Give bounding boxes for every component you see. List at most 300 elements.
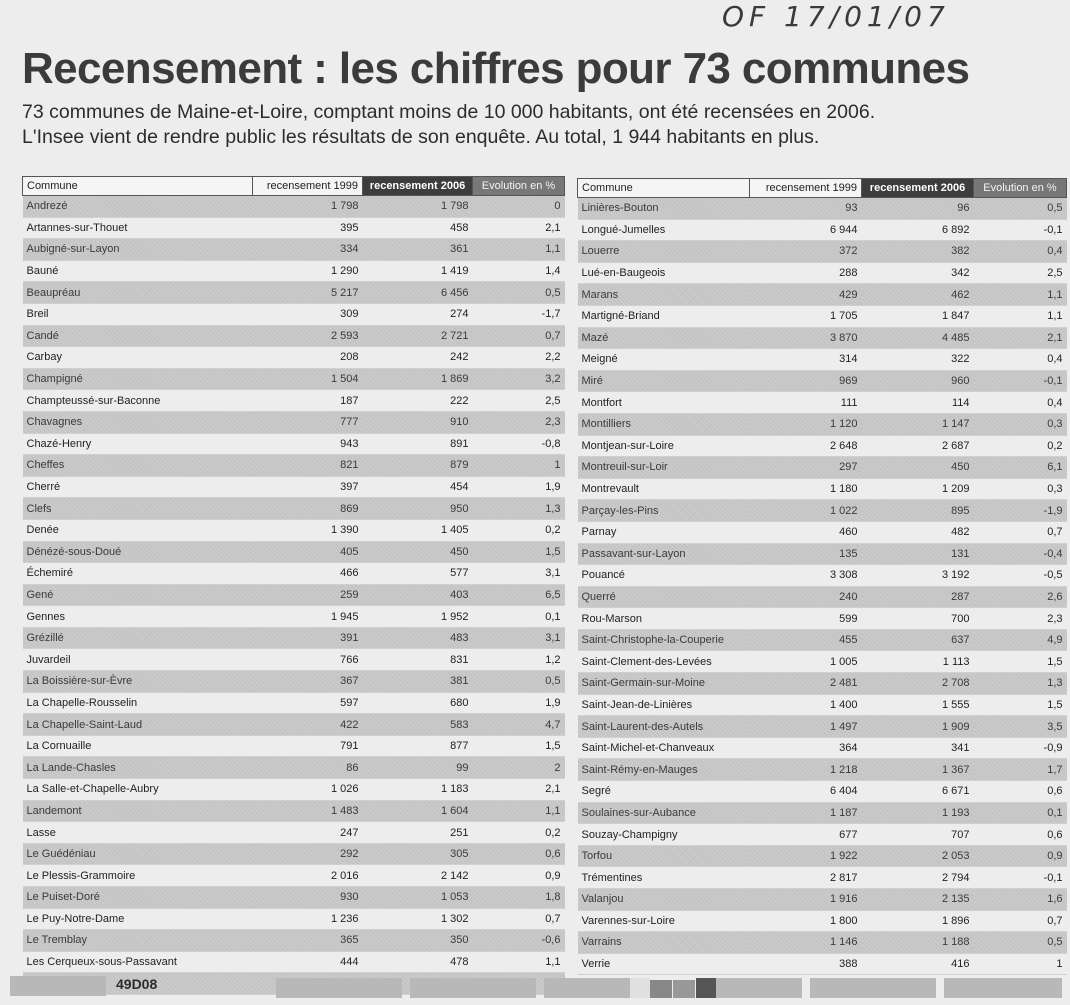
census-1999-cell: 1 916: [750, 889, 862, 911]
commune-cell: Pouancé: [578, 565, 750, 587]
census-1999-cell: 1 800: [750, 910, 862, 932]
census-2006-cell: 877: [363, 735, 473, 757]
article-title: Recensement : les chiffres pour 73 communes: [22, 44, 970, 93]
census-1999-cell: 309: [253, 303, 363, 325]
census-1999-cell: 1 187: [750, 802, 862, 824]
table-header-row: [578, 179, 1067, 198]
census-2006-cell: 4 485: [862, 327, 974, 349]
table-row: [23, 303, 565, 325]
evolution-cell: 2,5: [473, 390, 565, 412]
census-2006-cell: 1 147: [862, 413, 974, 435]
census-1999-cell: 821: [253, 455, 363, 477]
evolution-cell: 2,1: [473, 779, 565, 801]
evolution-cell: 1,5: [974, 694, 1067, 716]
census-2006-cell: 482: [862, 521, 974, 543]
census-2006-cell: 242: [363, 347, 473, 369]
table-row: [578, 219, 1067, 241]
evolution-cell: -0,1: [974, 219, 1067, 241]
evolution-cell: 0,4: [974, 241, 1067, 263]
evolution-cell: 2,6: [974, 586, 1067, 608]
header-census-2006: recensement 2006: [363, 177, 473, 196]
census-1999-cell: 422: [253, 714, 363, 736]
census-2006-cell: 1 896: [862, 910, 974, 932]
census-2006-cell: 1 555: [862, 694, 974, 716]
evolution-cell: 0,7: [974, 910, 1067, 932]
table-row: [578, 284, 1067, 306]
census-1999-cell: 240: [750, 586, 862, 608]
census-2006-cell: 1 604: [363, 800, 473, 822]
commune-cell: Candé: [23, 325, 253, 347]
table-row: [578, 781, 1067, 803]
commune-cell: Le Puiset-Doré: [23, 887, 253, 909]
commune-cell: Verrie: [578, 953, 750, 975]
header-census-1999: recensement 1999: [750, 179, 862, 198]
commune-cell: Dénézé-sous-Doué: [23, 541, 253, 563]
census-1999-cell: 766: [253, 649, 363, 671]
census-1999-cell: 314: [750, 349, 862, 371]
evolution-cell: 6,1: [974, 457, 1067, 479]
evolution-cell: 3,1: [473, 563, 565, 585]
evolution-cell: 2,1: [974, 327, 1067, 349]
commune-cell: Gené: [23, 584, 253, 606]
table-row: [578, 586, 1067, 608]
table-row: [578, 521, 1067, 543]
commune-cell: Le Tremblay: [23, 930, 253, 952]
census-2006-cell: 96: [862, 198, 974, 220]
census-2006-cell: 910: [363, 411, 473, 433]
evolution-cell: 3,2: [473, 368, 565, 390]
census-2006-cell: 416: [862, 953, 974, 975]
evolution-cell: 1,5: [473, 735, 565, 757]
table-row: [23, 563, 565, 585]
evolution-cell: 0,4: [974, 349, 1067, 371]
evolution-cell: 1,8: [473, 887, 565, 909]
commune-cell: Longué-Jumelles: [578, 219, 750, 241]
table-row: [23, 649, 565, 671]
census-1999-cell: 1 022: [750, 500, 862, 522]
commune-cell: Miré: [578, 370, 750, 392]
census-1999-cell: 444: [253, 951, 363, 973]
census-1999-cell: 3 308: [750, 565, 862, 587]
evolution-cell: 0,6: [473, 843, 565, 865]
evolution-cell: 3,5: [974, 716, 1067, 738]
footer-color-block: [630, 978, 650, 998]
census-1999-cell: 1 390: [253, 519, 363, 541]
header-census-2006: recensement 2006: [862, 179, 974, 198]
commune-cell: Cheffes: [23, 455, 253, 477]
table-row: [578, 262, 1067, 284]
evolution-cell: 1,7: [974, 759, 1067, 781]
table-header-row: [23, 177, 565, 196]
evolution-cell: -0,4: [974, 543, 1067, 565]
census-2006-cell: 637: [862, 629, 974, 651]
commune-cell: Andrezé: [23, 196, 253, 218]
evolution-cell: 0,2: [974, 435, 1067, 457]
census-1999-cell: 1 922: [750, 845, 862, 867]
table-row: [23, 455, 565, 477]
census-2006-cell: 1 113: [862, 651, 974, 673]
table-row: [23, 347, 565, 369]
commune-cell: La Boissière-sur-Èvre: [23, 671, 253, 693]
table-row: [23, 196, 565, 218]
table-row: [578, 953, 1067, 975]
table-row: [23, 757, 565, 779]
header-commune: Commune: [578, 179, 750, 198]
evolution-cell: 0,6: [974, 781, 1067, 803]
table-row: [578, 651, 1067, 673]
census-1999-cell: 1 180: [750, 478, 862, 500]
commune-cell: Breil: [23, 303, 253, 325]
commune-cell: Denée: [23, 519, 253, 541]
commune-cell: Parnay: [578, 521, 750, 543]
footer-bar: [276, 978, 402, 998]
evolution-cell: -1,7: [473, 303, 565, 325]
commune-cell: Gennes: [23, 606, 253, 628]
table-row: [578, 500, 1067, 522]
census-2006-cell: 2 135: [862, 889, 974, 911]
table-row: [23, 476, 565, 498]
census-1999-cell: 6 404: [750, 781, 862, 803]
table-row: [23, 692, 565, 714]
census-table-left: [22, 176, 565, 995]
census-1999-cell: 1 290: [253, 260, 363, 282]
commune-cell: Linières-Bouton: [578, 198, 750, 220]
census-2006-cell: 274: [363, 303, 473, 325]
census-1999-cell: 1 218: [750, 759, 862, 781]
evolution-cell: 2,1: [473, 217, 565, 239]
census-2006-cell: 1 183: [363, 779, 473, 801]
census-2006-cell: 879: [363, 455, 473, 477]
census-2006-cell: 131: [862, 543, 974, 565]
evolution-cell: 0,7: [974, 521, 1067, 543]
commune-cell: Champteussé-sur-Baconne: [23, 390, 253, 412]
table-row: [23, 951, 565, 973]
handwritten-date-note: OF 17/01/07: [722, 0, 950, 33]
table-row: [578, 435, 1067, 457]
table-row: [578, 932, 1067, 954]
census-2006-cell: 1 798: [363, 196, 473, 218]
table-row: [23, 325, 565, 347]
census-2006-cell: 2 687: [862, 435, 974, 457]
commune-cell: Clefs: [23, 498, 253, 520]
evolution-cell: 2: [473, 757, 565, 779]
table-row: [23, 282, 565, 304]
census-1999-cell: 187: [253, 390, 363, 412]
commune-cell: Le Plessis-Grammoire: [23, 865, 253, 887]
evolution-cell: 0,7: [473, 325, 565, 347]
commune-cell: Saint-Germain-sur-Moine: [578, 673, 750, 695]
footer-bar: [810, 978, 936, 998]
lead-line-1: 73 communes de Maine-et-Loire, comptant moins de 10 000 habitants, ont été recensées en 2006.: [22, 101, 876, 123]
evolution-cell: 2,2: [473, 347, 565, 369]
evolution-cell: 4,7: [473, 714, 565, 736]
census-2006-cell: 361: [363, 239, 473, 261]
footer-color-block: [673, 980, 695, 998]
commune-cell: Grézillé: [23, 627, 253, 649]
census-2006-cell: 1 847: [862, 305, 974, 327]
commune-cell: Beaupréau: [23, 282, 253, 304]
evolution-cell: -0,6: [473, 930, 565, 952]
commune-cell: Échemiré: [23, 563, 253, 585]
commune-cell: La Chapelle-Saint-Laud: [23, 714, 253, 736]
census-1999-cell: 288: [750, 262, 862, 284]
table-row: [578, 867, 1067, 889]
commune-cell: Landemont: [23, 800, 253, 822]
commune-cell: Segré: [578, 781, 750, 803]
footer-bar: [716, 978, 802, 998]
table-row: [578, 413, 1067, 435]
header-evolution: Evolution en %: [974, 179, 1067, 198]
census-1999-cell: 2 648: [750, 435, 862, 457]
census-1999-cell: 405: [253, 541, 363, 563]
table-row: [23, 519, 565, 541]
commune-cell: Querré: [578, 586, 750, 608]
commune-cell: Passavant-sur-Layon: [578, 543, 750, 565]
commune-cell: Montreuil-sur-Loir: [578, 457, 750, 479]
commune-cell: Le Guédéniau: [23, 843, 253, 865]
commune-cell: Le Puy-Notre-Dame: [23, 908, 253, 930]
table-row: [578, 241, 1067, 263]
table-row: [23, 498, 565, 520]
census-1999-cell: 1 236: [253, 908, 363, 930]
evolution-cell: 0,7: [473, 908, 565, 930]
table-row: [578, 305, 1067, 327]
census-1999-cell: 2 016: [253, 865, 363, 887]
table-row: [578, 694, 1067, 716]
census-1999-cell: 1 483: [253, 800, 363, 822]
census-1999-cell: 869: [253, 498, 363, 520]
commune-cell: Rou-Marson: [578, 608, 750, 630]
census-1999-cell: 1 705: [750, 305, 862, 327]
commune-cell: Saint-Rémy-en-Mauges: [578, 759, 750, 781]
evolution-cell: 1,2: [473, 649, 565, 671]
footer-color-block: [696, 978, 716, 998]
census-2006-cell: 450: [363, 541, 473, 563]
census-1999-cell: 365: [253, 930, 363, 952]
census-2006-cell: 450: [862, 457, 974, 479]
census-2006-cell: 895: [862, 500, 974, 522]
commune-cell: Saint-Laurent-des-Autels: [578, 716, 750, 738]
census-2006-cell: 6 456: [363, 282, 473, 304]
census-1999-cell: 111: [750, 392, 862, 414]
census-2006-cell: 1 367: [862, 759, 974, 781]
evolution-cell: 1,3: [473, 498, 565, 520]
census-2006-cell: 2 053: [862, 845, 974, 867]
census-2006-cell: 114: [862, 392, 974, 414]
census-2006-cell: 483: [363, 627, 473, 649]
table-row: [578, 889, 1067, 911]
census-1999-cell: 292: [253, 843, 363, 865]
commune-cell: Mazé: [578, 327, 750, 349]
evolution-cell: 0,1: [473, 606, 565, 628]
evolution-cell: 1,1: [974, 284, 1067, 306]
evolution-cell: 2,3: [473, 411, 565, 433]
evolution-cell: 0,5: [473, 671, 565, 693]
evolution-cell: 1,5: [974, 651, 1067, 673]
commune-cell: La Chapelle-Rousselin: [23, 692, 253, 714]
census-1999-cell: 93: [750, 198, 862, 220]
table-row: [578, 716, 1067, 738]
table-row: [578, 198, 1067, 220]
evolution-cell: -0,5: [974, 565, 1067, 587]
header-commune: Commune: [23, 177, 253, 196]
table-row: [578, 802, 1067, 824]
evolution-cell: 0,9: [974, 845, 1067, 867]
table-row: [578, 737, 1067, 759]
census-1999-cell: 930: [253, 887, 363, 909]
evolution-cell: 2,3: [974, 608, 1067, 630]
census-1999-cell: 334: [253, 239, 363, 261]
census-2006-cell: 287: [862, 586, 974, 608]
table-row: [23, 239, 565, 261]
census-2006-cell: 458: [363, 217, 473, 239]
evolution-cell: 0,5: [473, 282, 565, 304]
header-evolution: Evolution en %: [473, 177, 565, 196]
census-1999-cell: 777: [253, 411, 363, 433]
census-2006-cell: 478: [363, 951, 473, 973]
table-row: [23, 800, 565, 822]
census-2006-cell: 350: [363, 930, 473, 952]
table-row: [23, 433, 565, 455]
evolution-cell: 1,9: [473, 692, 565, 714]
census-1999-cell: 1 945: [253, 606, 363, 628]
census-1999-cell: 395: [253, 217, 363, 239]
census-1999-cell: 969: [750, 370, 862, 392]
commune-cell: Varennes-sur-Loire: [578, 910, 750, 932]
census-2006-cell: 2 794: [862, 867, 974, 889]
commune-cell: Aubigné-sur-Layon: [23, 239, 253, 261]
census-2006-cell: 251: [363, 822, 473, 844]
commune-cell: Saint-Clement-des-Levées: [578, 651, 750, 673]
commune-cell: Champigné: [23, 368, 253, 390]
commune-cell: La Salle-et-Chapelle-Aubry: [23, 779, 253, 801]
census-1999-cell: 466: [253, 563, 363, 585]
census-2006-cell: 583: [363, 714, 473, 736]
census-2006-cell: 3 192: [862, 565, 974, 587]
commune-cell: Meigné: [578, 349, 750, 371]
census-1999-cell: 1 146: [750, 932, 862, 954]
table-row: [23, 843, 565, 865]
evolution-cell: 0,4: [974, 392, 1067, 414]
census-2006-cell: 1 405: [363, 519, 473, 541]
census-1999-cell: 943: [253, 433, 363, 455]
census-1999-cell: 1 798: [253, 196, 363, 218]
table-row: [578, 565, 1067, 587]
evolution-cell: 0,3: [974, 478, 1067, 500]
census-1999-cell: 460: [750, 521, 862, 543]
evolution-cell: 0,9: [473, 865, 565, 887]
table-row: [23, 930, 565, 952]
evolution-cell: 0,3: [974, 413, 1067, 435]
census-2006-cell: 454: [363, 476, 473, 498]
census-2006-cell: 222: [363, 390, 473, 412]
table-row: [578, 478, 1067, 500]
census-1999-cell: 135: [750, 543, 862, 565]
census-2006-cell: 2 721: [363, 325, 473, 347]
census-1999-cell: 1 504: [253, 368, 363, 390]
table-row: [578, 629, 1067, 651]
census-1999-cell: 2 593: [253, 325, 363, 347]
commune-cell: Chavagnes: [23, 411, 253, 433]
commune-cell: Marans: [578, 284, 750, 306]
table-row: [578, 824, 1067, 846]
table-row: [23, 865, 565, 887]
table-row: [23, 887, 565, 909]
census-1999-cell: 391: [253, 627, 363, 649]
census-1999-cell: 364: [750, 737, 862, 759]
evolution-cell: -1,9: [974, 500, 1067, 522]
census-1999-cell: 599: [750, 608, 862, 630]
commune-cell: Lué-en-Baugeois: [578, 262, 750, 284]
census-1999-cell: 1 400: [750, 694, 862, 716]
evolution-cell: 0,6: [974, 824, 1067, 846]
evolution-cell: 1: [974, 953, 1067, 975]
evolution-cell: 0,1: [974, 802, 1067, 824]
census-1999-cell: 1 497: [750, 716, 862, 738]
evolution-cell: 6,5: [473, 584, 565, 606]
census-1999-cell: 86: [253, 757, 363, 779]
census-2006-cell: 1 952: [363, 606, 473, 628]
census-2006-cell: 2 142: [363, 865, 473, 887]
footer-bar: [410, 978, 536, 998]
evolution-cell: 4,9: [974, 629, 1067, 651]
evolution-cell: 1,9: [473, 476, 565, 498]
commune-cell: Artannes-sur-Thouet: [23, 217, 253, 239]
census-2006-cell: 577: [363, 563, 473, 585]
census-1999-cell: 6 944: [750, 219, 862, 241]
header-census-1999: recensement 1999: [253, 177, 363, 196]
census-2006-cell: 700: [862, 608, 974, 630]
table-row: [23, 822, 565, 844]
table-row: [578, 349, 1067, 371]
census-1999-cell: 208: [253, 347, 363, 369]
table-row: [23, 217, 565, 239]
commune-cell: Soulaines-sur-Aubance: [578, 802, 750, 824]
census-2006-cell: 342: [862, 262, 974, 284]
table-row: [23, 390, 565, 412]
commune-cell: La Lande-Chasles: [23, 757, 253, 779]
commune-cell: Martigné-Briand: [578, 305, 750, 327]
table-row: [578, 457, 1067, 479]
article-lead: [22, 100, 875, 150]
table-row: [578, 392, 1067, 414]
census-2006-cell: 831: [363, 649, 473, 671]
commune-cell: La Cornuaille: [23, 735, 253, 757]
census-2006-cell: 1 302: [363, 908, 473, 930]
census-1999-cell: 3 870: [750, 327, 862, 349]
commune-cell: Lasse: [23, 822, 253, 844]
evolution-cell: -0,1: [974, 867, 1067, 889]
table-row: [23, 260, 565, 282]
commune-cell: Carbay: [23, 347, 253, 369]
commune-cell: Trémentines: [578, 867, 750, 889]
census-2006-cell: 960: [862, 370, 974, 392]
evolution-cell: 0,5: [974, 932, 1067, 954]
census-1999-cell: 388: [750, 953, 862, 975]
census-2006-cell: 707: [862, 824, 974, 846]
table-row: [578, 759, 1067, 781]
table-row: [23, 368, 565, 390]
table-row: [578, 673, 1067, 695]
census-2006-cell: 305: [363, 843, 473, 865]
commune-cell: Montjean-sur-Loire: [578, 435, 750, 457]
census-1999-cell: 597: [253, 692, 363, 714]
table-row: [578, 910, 1067, 932]
census-1999-cell: 2 817: [750, 867, 862, 889]
commune-cell: Parçay-les-Pins: [578, 500, 750, 522]
evolution-cell: 0,5: [974, 198, 1067, 220]
census-2006-cell: 6 892: [862, 219, 974, 241]
